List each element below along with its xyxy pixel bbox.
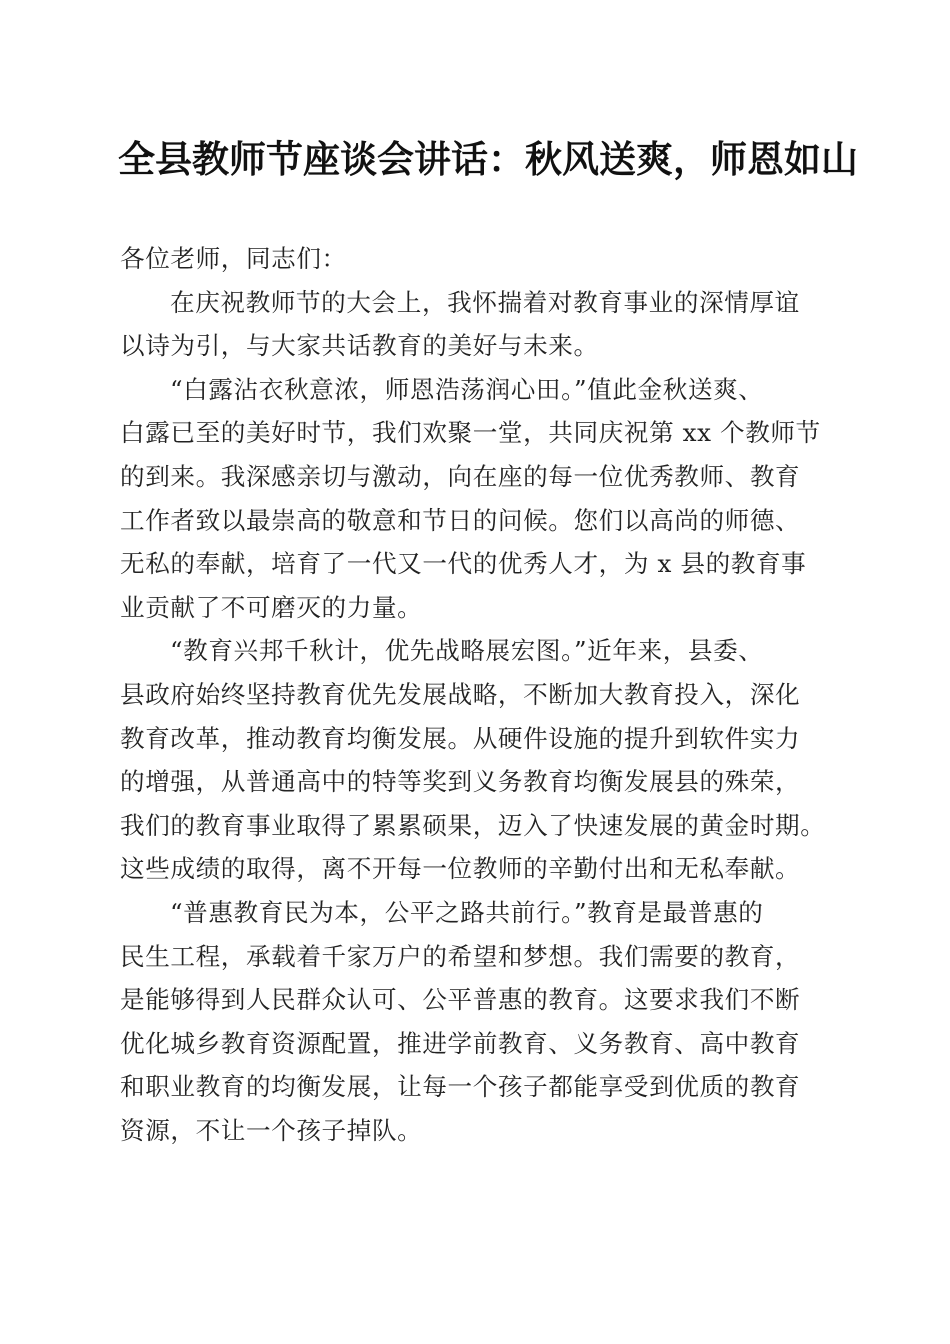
paragraph-4-line: 和职业教育的均衡发展，让每一个孩子都能享受到优质的教育 [120,1072,801,1102]
paragraph-3-line: “教育兴邦千秋计，优先战略展宏图。”近年来，县委、 [170,636,764,666]
speech-body [120,237,840,1152]
paragraph-4-line: “普惠教育民为本，公平之路共前行。”教育是最普惠的 [170,897,764,927]
paragraph-4-line: 优化城乡教育资源配置，推进学前教育、义务教育、高中教育 [120,1028,801,1058]
paragraph-3-line: 县政府始终坚持教育优先发展战略，不断加大教育投入，深化 [120,679,801,709]
paragraph-2-line: 工作者致以最崇高的敬意和节日的问候。您们以高尚的师德、 [120,505,801,535]
paragraph-1-line: 在庆祝教师节的大会上，我怀揣着对教育事业的深情厚谊 [170,287,800,317]
paragraph-4-line: 民生工程，承载着千家万户的希望和梦想。我们需要的教育， [120,941,801,971]
paragraph-2-line: “白露沾衣秋意浓，师恩浩荡润心田。”值此金秋送爽、 [170,374,764,404]
paragraph-3-line: 教育改革，推动教育均衡发展。从硬件设施的提升到软件实力 [120,723,801,753]
paragraph-2-line: 无私的奉献，培育了一代又一代的优秀人才，为 x 县的教育事 [120,549,807,579]
paragraph-2-line: 业贡献了不可磨灭的力量。 [120,592,423,622]
paragraph-3-line: 这些成绩的取得，离不开每一位教师的辛勤付出和无私奉献。 [120,854,801,884]
paragraph-4-line: 资源，不让一个孩子掉队。 [120,1115,423,1145]
paragraph-3-line: 的增强，从普通高中的特等奖到义务教育均衡发展县的殊荣， [120,767,801,797]
paragraph-2-line: 的到来。我深感亲切与激动，向在座的每一位优秀教师、教育 [120,461,801,491]
salutation: 各位老师，同志们： [120,244,347,273]
paragraph-1-line: 以诗为引，与大家共话教育的美好与未来。 [120,331,599,361]
paragraph-4-line: 是能够得到人民群众认可、公平普惠的教育。这要求我们不断 [120,985,801,1015]
page-title: 全县教师节座谈会讲话：秋风送爽，师恩如山 [118,137,858,181]
paragraph-3-line: 我们的教育事业取得了累累硕果，迈入了快速发展的黄金时期。 [120,810,826,840]
paragraph-2-line: 白露已至的美好时节，我们欢聚一堂，共同庆祝第 xx 个教师节 [120,418,821,448]
